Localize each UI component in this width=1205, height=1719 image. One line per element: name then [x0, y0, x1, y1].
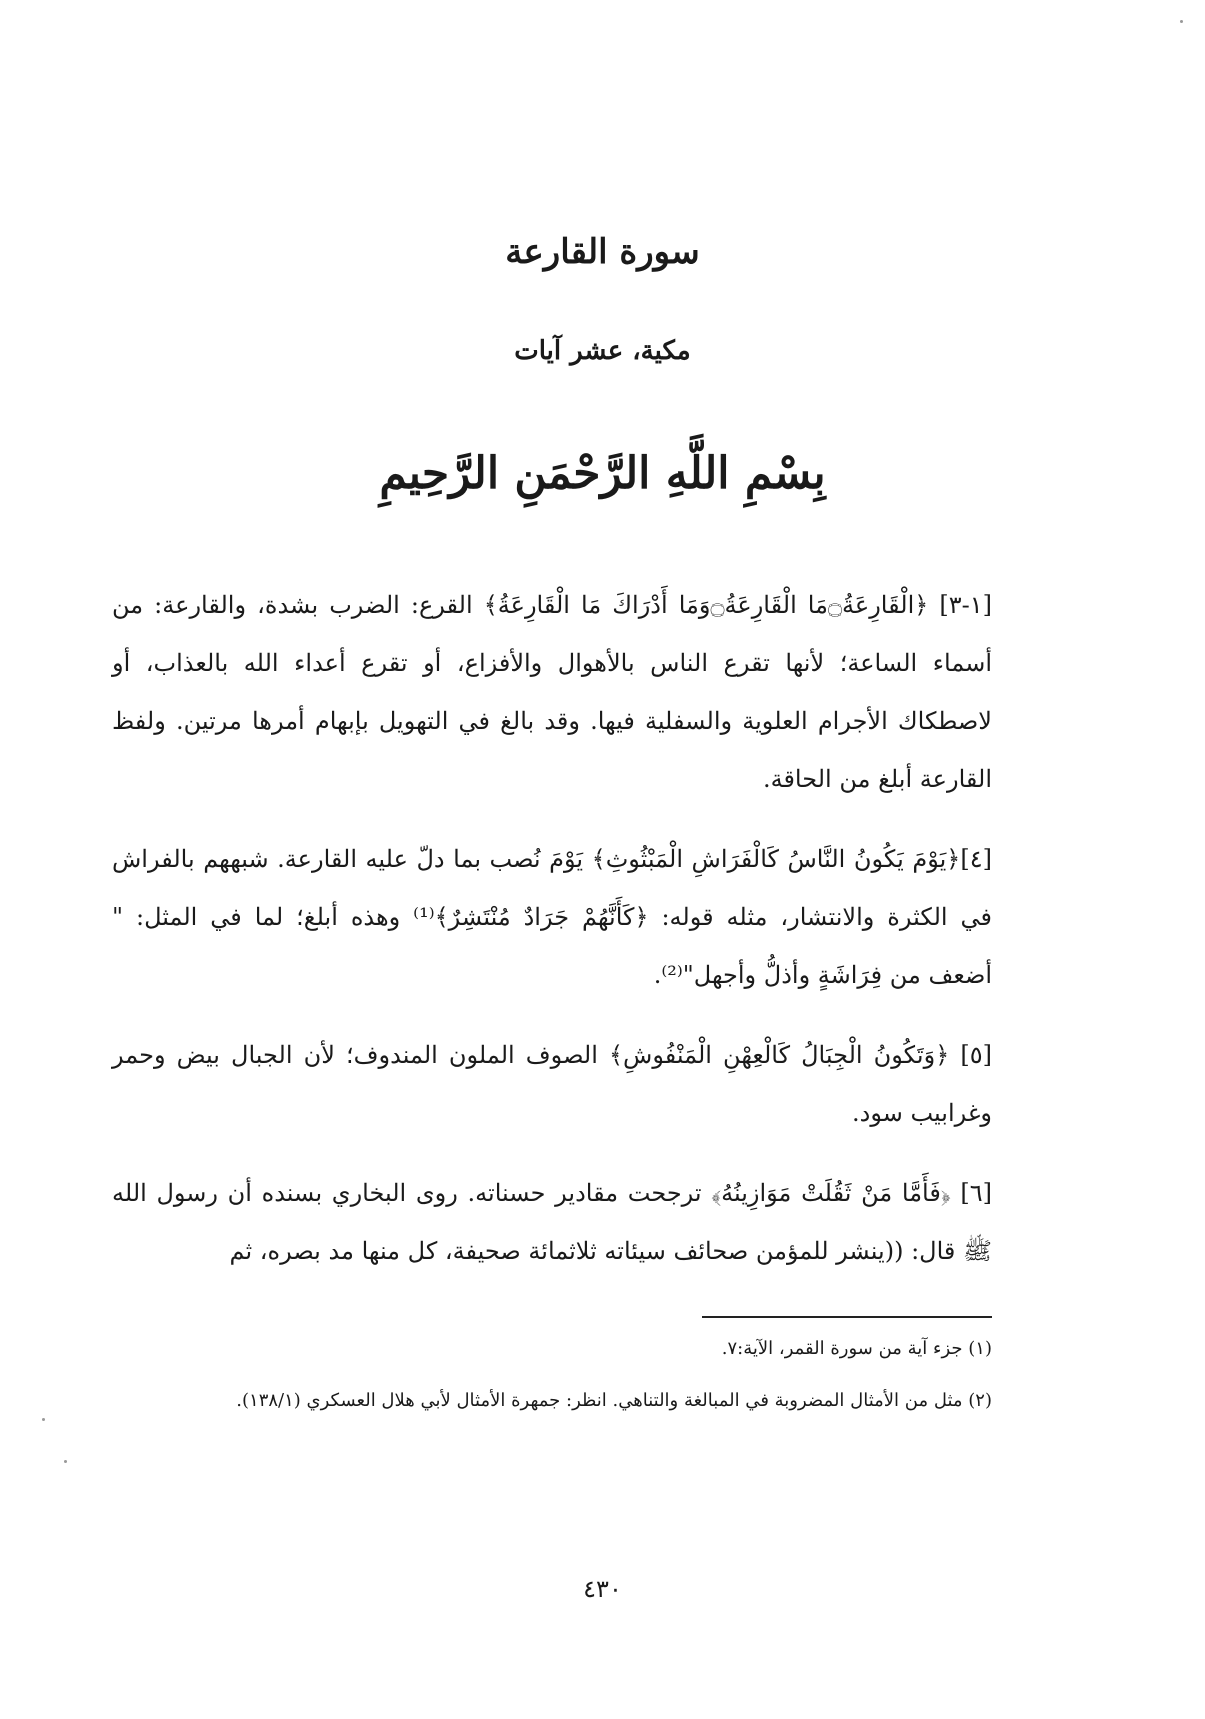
commentary-paragraph-verse-4: [٤]﴿يَوْمَ يَكُونُ النَّاسُ كَالْفَرَاشِ الْمَبْثُوثِ﴾ يَوْمَ نُصب بما دلّ عليه القارعة. شبههم بالفراش في الكثرة والانتشار، مثله قوله: ﴿كَأَنَّهُمْ جَرَادٌ مُنْتَشِرٌ﴾⁽¹⁾ وهذه أبلغ؛ لما في المثل: " أضعف من فِرَاشَةٍ وأذلُّ وأجهل"⁽²⁾.: [112, 845, 993, 989]
page-number: ٤٣٠: [583, 1575, 622, 1603]
commentary-paragraph-verse-6: [٦] ﴿فَأَمَّا مَنْ ثَقُلَتْ مَوَازِينُهُ﴾ ترجحت مقادير حسناته. روى البخاري بسنده أن رسول الله ﷺ قال: ((ينشر للمؤمن صحائف سيئاته ثلاثمائة صحيفة، كل منها مد بصره، ثم: [112, 1179, 992, 1265]
surah-subtitle: مكية، عشر آيات: [514, 336, 691, 366]
basmala: بِسْمِ اللَّهِ الرَّحْمَنِ الرَّحِيمِ: [379, 448, 826, 499]
commentary-body: [112, 576, 992, 1302]
footnotes: [112, 1335, 992, 1439]
scan-speck: [42, 1418, 45, 1421]
footnote-1: (١) جزء آية من سورة القمر، الآية:٧.: [721, 1338, 992, 1359]
commentary-paragraph-verse-5: [٥] ﴿وَتَكُونُ الْجِبَالُ كَالْعِهْنِ الْمَنْفُوشِ﴾ الصوف الملون المندوف؛ لأن الجبال بيض وحمر وغرابيب سود.: [112, 1041, 992, 1127]
surah-title: سورة القارعة: [505, 232, 700, 272]
footnote-divider: [702, 1316, 992, 1318]
scan-speck: [1180, 20, 1183, 23]
footnote-2: (٢) مثل من الأمثال المضروبة في المبالغة والتناهي. انظر: جمهرة الأمثال لأبي هلال العسكري (١٣٨/١).: [236, 1390, 992, 1411]
scan-speck: [64, 1460, 67, 1463]
commentary-paragraph-verses-1-3: [١-٣] ﴿الْقَارِعَةُ۝مَا الْقَارِعَةُ۝وَمَا أَدْرَاكَ مَا الْقَارِعَةُ﴾ القرع: الضرب بشدة، والقارعة: من أسماء الساعة؛ لأنها تقرع الناس بالأهوال والأفزاع، أو تقرع أعداء الله بالعذاب، أو لاصطكاك الأجرام العلوية والسفلية فيها. وقد بالغ في التهويل بإبهام أمرها مرتين. ولفظ القارعة أبلغ من الحاقة.: [112, 591, 992, 793]
